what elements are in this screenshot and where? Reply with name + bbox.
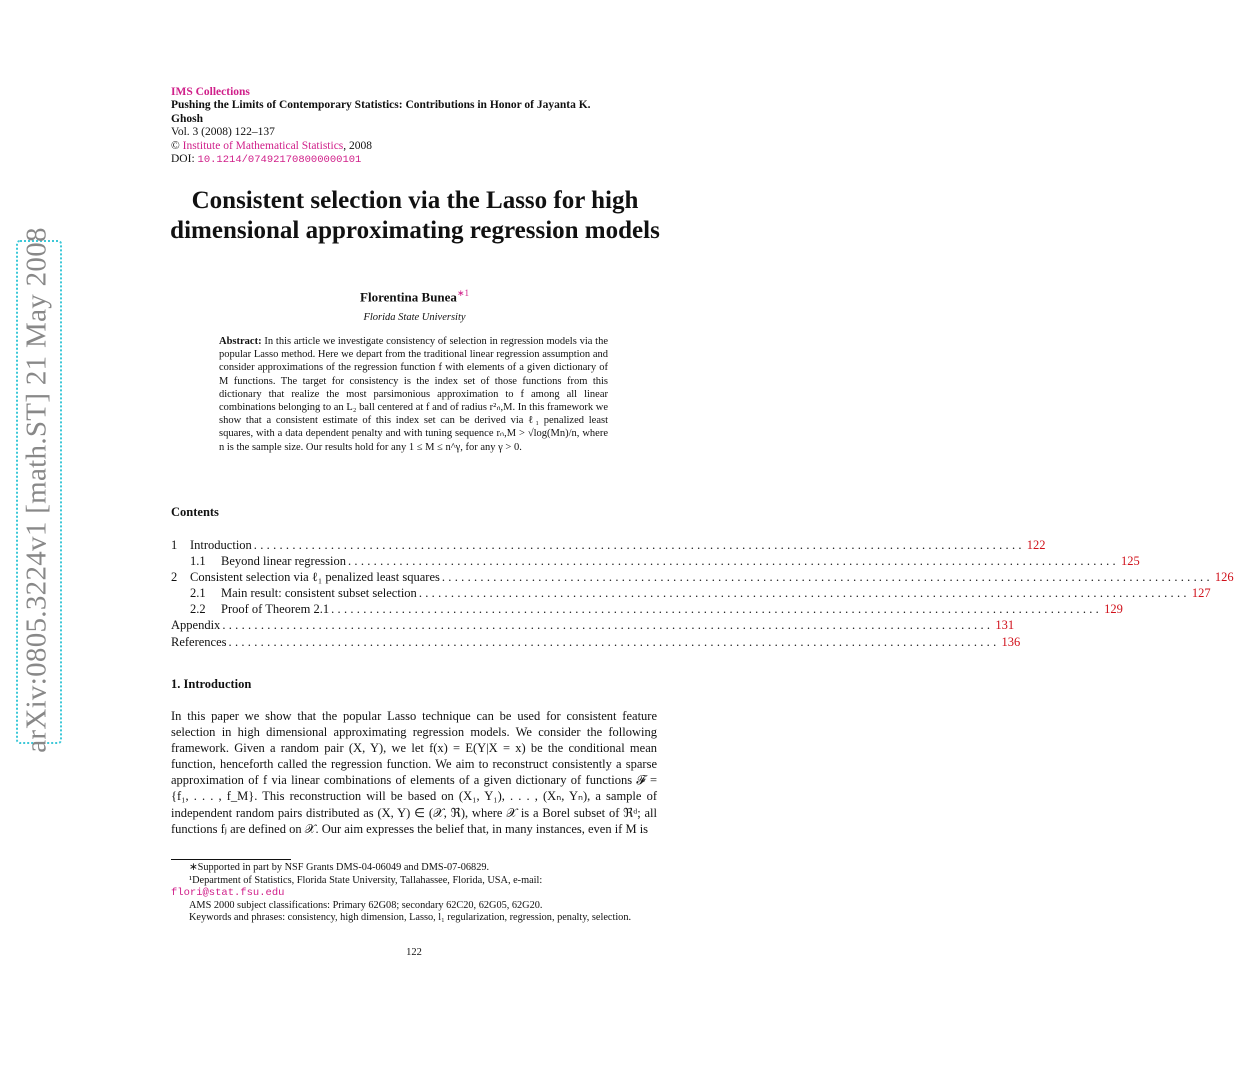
body-paragraph: In this paper we show that the popular Lasso technique can be used for consistent feature selection in high dimensional approximating regression models. We consider the following framework. Given a random pair (X, Y), we let f(x) = E(Y|X = x) be the conditional mean function, henceforth called the regression function. We aim to reconstruct consistently a sparse approximation of f via linear combinations of elements of a given dictionary of functions 𝓕 = {f₁, . . . , f_M}. This reconstruction will be based on (X₁, Y₁), . . . , (Xₙ, Yₙ), a sample of independent random pairs distributed as (X, Y) ∈ (𝒳, ℜ), where 𝒳 is a Borel subset of ℜᵈ; all functions fⱼ are defined on 𝒳. Our aim expresses the belief that, in many instances, even if M is xyxy=(171,709,657,836)
toc-title: Proof of Theorem 2.1 xyxy=(221,602,330,617)
toc-leader: ........................................................................................................................ xyxy=(347,554,1119,569)
toc-leader: ........................................................................................................................ xyxy=(441,570,1213,585)
contents-heading: Contents xyxy=(171,505,219,519)
toc-number: 2.1 xyxy=(190,586,206,601)
table-of-contents xyxy=(171,537,1234,650)
toc-number: 1.1 xyxy=(190,554,206,569)
toc-label xyxy=(171,617,220,633)
arxiv-stamp: arXiv:0805.3224v1 [math.ST] 21 May 2008 xyxy=(20,227,53,753)
toc-title: Main result: consistent subset selection xyxy=(221,586,417,601)
copyright-line xyxy=(171,140,611,153)
series-name[interactable]: IMS Collections xyxy=(171,86,250,98)
abstract xyxy=(219,335,608,454)
footnotes xyxy=(171,862,657,925)
author-name: Florentina Bunea xyxy=(360,289,457,305)
toc-leader: ........................................................................................................................ xyxy=(228,634,1000,649)
volume-info: Vol. 3 (2008) 122–137 xyxy=(171,126,275,139)
toc-label xyxy=(171,569,440,585)
footnote-funding: ∗Supported in part by NSF Grants DMS-04-06049 and DMS-07-06829. xyxy=(189,862,490,873)
toc-entry[interactable] xyxy=(171,617,1015,633)
toc-page-link[interactable]: 126 xyxy=(1214,570,1234,585)
page-number: 122 xyxy=(406,947,422,958)
toc-leader: ........................................................................................................................ xyxy=(418,586,1190,601)
journal-header xyxy=(171,86,611,167)
footnote-rule xyxy=(171,859,291,860)
toc-page-link[interactable]: 122 xyxy=(1026,538,1046,552)
toc-label xyxy=(171,537,252,553)
author-affiliation: Florida State University xyxy=(363,312,466,323)
toc-title: Beyond linear regression xyxy=(221,554,346,569)
author-line xyxy=(171,288,658,305)
toc-entry[interactable] xyxy=(171,585,1211,601)
section-heading: 1. Introduction xyxy=(171,677,252,691)
book-title: Pushing the Limits of Contemporary Statistics: Contributions in Honor of Jayanta K. Ghosh xyxy=(171,99,591,125)
ams-classification: AMS 2000 subject classifications: Primary 62G08; secondary 62C20, 62G05, 62G20. xyxy=(189,899,543,911)
abstract-text: In this article we investigate consistency of selection in regression models via the popular Lasso method. Here we depart from the traditional linear regression assumption and consider approximations of the regression function f with elements of a given dictionary of M functions. The target for consistency is the index set of those functions from this dictionary that realize the most parsimonious approximation to f among all linear combinations belonging to an L₂ ball centered at f and of radius r²ₙ,M. In this framework we show that a consistent estimate of this index set can be derived via ℓ₁ penalized least squares, with a data dependent penalty and with tuning sequence rₙ,M > √log(Mn)/n, where n is the sample size. Our results hold for any 1 ≤ M ≤ n^γ, for any γ > 0. xyxy=(219,336,609,453)
author-footnote-marks[interactable]: ∗1 xyxy=(456,288,469,298)
toc-leader: ........................................................................................................................ xyxy=(222,618,994,633)
toc-entry[interactable] xyxy=(171,537,1046,553)
toc-title: Consistent selection via ℓ₁ penalized least squares xyxy=(190,570,440,585)
toc-label xyxy=(171,553,346,569)
toc-page-link[interactable]: 136 xyxy=(1001,634,1021,649)
toc-entry[interactable] xyxy=(171,601,1123,617)
toc-page-link[interactable]: 129 xyxy=(1104,602,1123,617)
toc-page-link[interactable]: 131 xyxy=(995,618,1015,633)
toc-number: 2.2 xyxy=(190,602,206,617)
abstract-label: Abstract: xyxy=(219,336,262,347)
toc-entry[interactable] xyxy=(171,553,1140,569)
toc-entry[interactable] xyxy=(171,569,1234,585)
toc-label xyxy=(171,634,227,650)
copyright-symbol: © xyxy=(171,139,180,152)
toc-number: 1 xyxy=(171,538,178,552)
toc-title: References xyxy=(171,634,227,649)
toc-number: 2 xyxy=(171,570,178,585)
toc-title: Appendix xyxy=(171,618,221,633)
toc-page-link[interactable]: 125 xyxy=(1120,554,1140,569)
toc-label xyxy=(171,601,329,617)
doi-line xyxy=(171,153,611,167)
toc-label xyxy=(171,585,417,601)
publisher-link[interactable]: Institute of Mathematical Statistics xyxy=(182,139,344,152)
toc-entry[interactable] xyxy=(171,634,1021,650)
footnote-affiliation: ¹Department of Statistics, Florida State University, Tallahassee, Florida, USA, e-mail: xyxy=(189,874,543,886)
toc-title: Introduction xyxy=(190,538,252,552)
paper-title: Consistent selection via the Lasso for high dimensional approximating regression models xyxy=(170,187,660,244)
author-email-link[interactable]: flori@stat.fsu.edu xyxy=(171,887,285,900)
copyright-year: , 2008 xyxy=(343,139,373,152)
doi-link[interactable]: 10.1214/074921708000000101 xyxy=(197,154,362,167)
keywords: Keywords and phrases: consistency, high dimension, Lasso, l₁ regularization, regression, penalty, selection. xyxy=(189,912,632,924)
toc-leader: ........................................................................................................................ xyxy=(331,602,1103,617)
toc-page-link[interactable]: 127 xyxy=(1191,586,1211,601)
toc-leader: ........................................................................................................................ xyxy=(253,538,1025,552)
doi-label: DOI: xyxy=(171,153,198,166)
